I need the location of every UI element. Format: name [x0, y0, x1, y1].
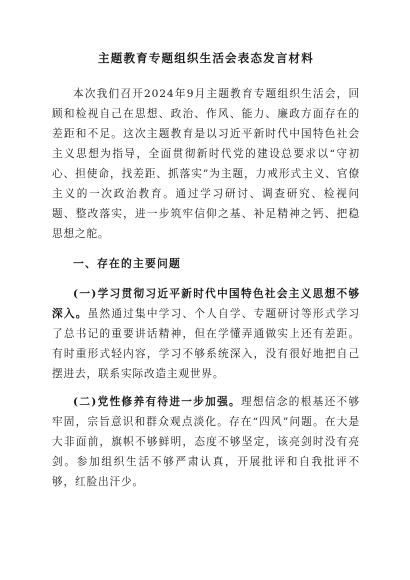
problem-item-1: [52, 284, 360, 384]
problem-item-2-heading: (二)党性修养有待进一步加强。: [73, 396, 241, 408]
problem-item-2: [52, 392, 360, 492]
problem-item-2-body: 理想信念的根基还不够牢固，宗旨意识和群众观点淡化。存在“四风”问题。在大是大非面前，旗帜不够鲜明，态度不够坚定，该亮剑时没有亮剑。参加组织生活不够严肃认真，开展批评和自我批评不够，红脸出汗少。: [52, 396, 360, 488]
section-heading-problems: 一、存在的主要问题: [73, 257, 181, 270]
intro-paragraph: 本次我们召开2024年9月主题教育专题组织生活会，回顾和检视自己在思想、政治、作风、能力、廉政方面存在的差距和不足。这次主题教育是以习近平新时代中国特色社会主义思想为指导，全面贯彻新时代党的建设总要求以“守初心、担使命，找差距、抓落实”为主题，力戒形式主义、官僚主义的一次政治教育。通过学习研讨、调查研究、检视问题、整改落实，进一步筑牢信仰之基、补足精神之钙、把稳思想之舵。: [52, 88, 360, 240]
document-title: 主题教育专题组织生活会表态发言材料: [98, 51, 314, 65]
problem-item-1-body: 虽然通过集中学习、个人自学、专题研讨等形式学习了总书记的重要讲话精神，但在学懂弄通做实上还有差距。有时重形式轻内容，学习不够系统深入，没有很好地把自己摆进去，联系实际改造主观世界。: [52, 308, 361, 380]
problem-item-1-heading: (一)学习贯彻习近平新时代中国特色社会主义思想不够深入。: [52, 288, 360, 320]
